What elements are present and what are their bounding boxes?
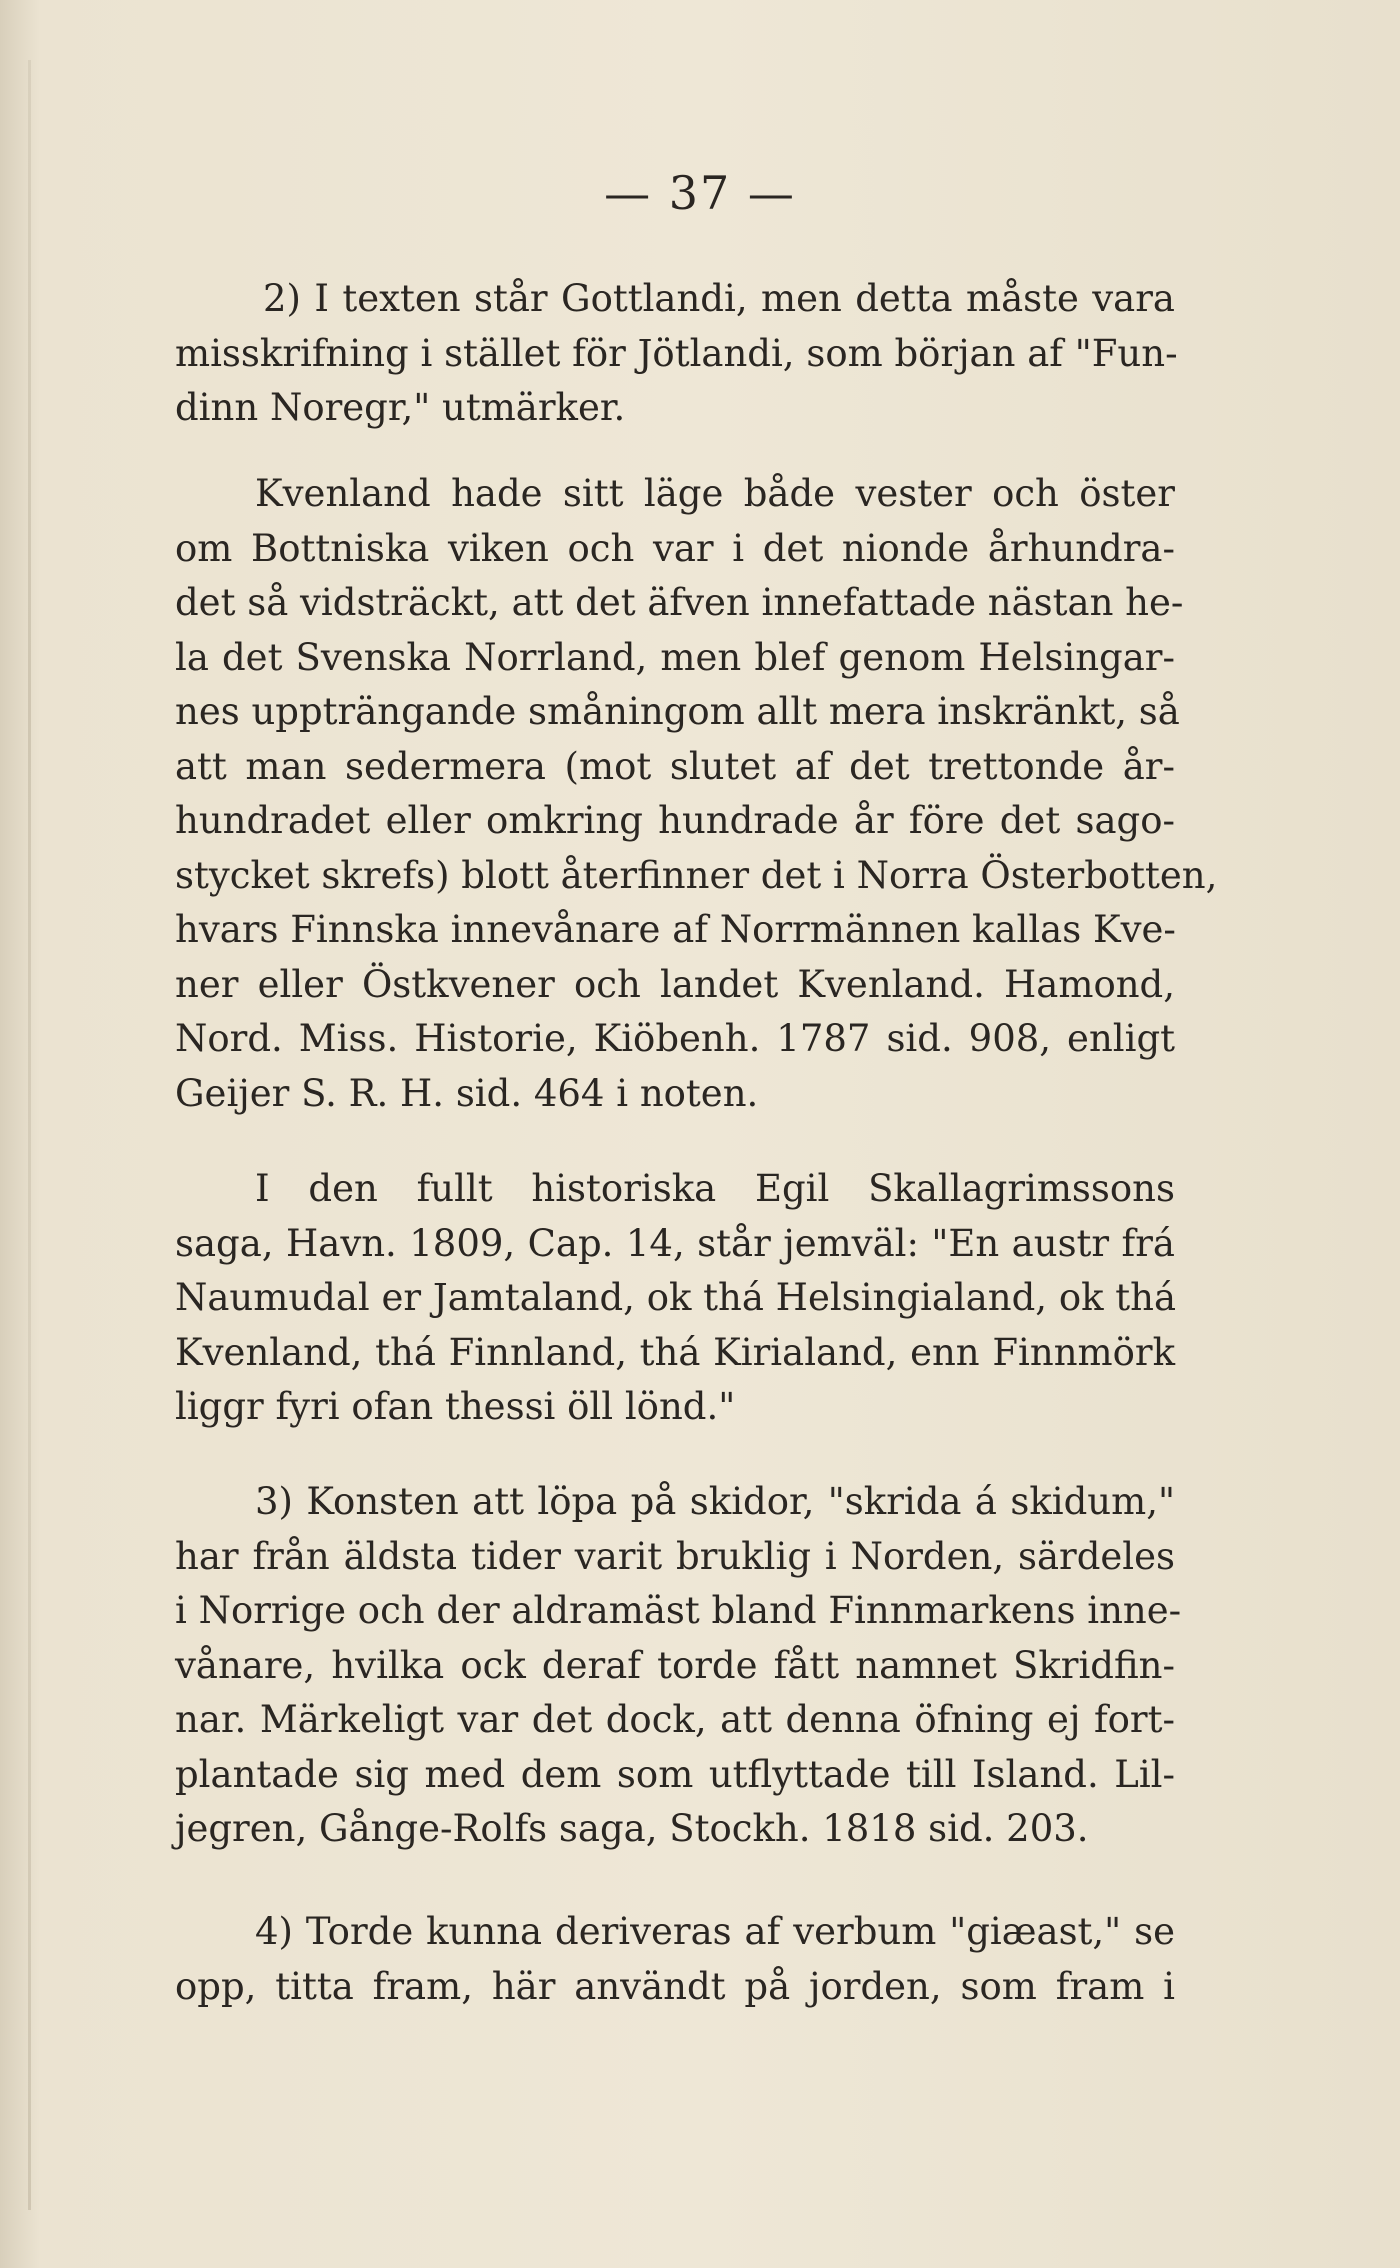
text-line: nes uppträngande småningom allt mera inskränkt, så [175, 690, 1180, 733]
text-line: jegren, Gånge-Rolfs saga, Stockh. 1818 sid. 203. [175, 1807, 1089, 1850]
text-line: hvars Finnska innevånare af Norrmännen kallas Kve- [175, 908, 1176, 951]
text-line: la det Svenska Norrland, men blef genom Helsingar- [175, 635, 1175, 679]
text-line: ner eller Östkvener och landet Kvenland. Hamond, [175, 962, 1175, 1006]
text-line: stycket skrefs) blott återfinner det i Norra Österbotten, [175, 853, 1218, 897]
text-line: saga, Havn. 1809, Cap. 14, står jemväl: "En austr frá [175, 1221, 1175, 1265]
note-3 [175, 1475, 1182, 1857]
text-line: Geijer S. R. H. sid. 464 i noten. [175, 1071, 759, 1115]
page-number: — 37 — [604, 166, 796, 220]
text-line: Nord. Miss. Historie, Kiöbenh. 1787 sid. 908, enligt [175, 1017, 1175, 1060]
text-line: opp, titta fram, här användt på jorden, som fram i [175, 1964, 1175, 2008]
page-gutter [28, 60, 31, 2210]
text-line: hundradet eller omkring hundrade år före det sago- [175, 799, 1175, 842]
text-line: det så vidsträckt, att det äfven innefattade nästan he- [175, 581, 1184, 624]
text-line: nar. Märkeligt var det dock, att denna öfning ej fort- [175, 1698, 1175, 1741]
text-line: 2) I texten står Gottlandi, men detta måste vara [263, 277, 1175, 320]
text-line: vånare, hvilka ock deraf torde fått namnet Skridfin- [175, 1643, 1175, 1687]
text-line: om Bottniska viken och var i det nionde århundra- [175, 526, 1175, 570]
text-line: i Norrige och der aldramäst bland Finnmarkens inne- [175, 1589, 1182, 1632]
text-line: Kvenland, thá Finnland, thá Kirialand, enn Finnmörk [175, 1330, 1175, 1374]
note-4 [175, 1905, 1175, 2014]
text-line: liggr fyri ofan thessi öll lönd." [175, 1385, 736, 1428]
text-line: Kvenland hade sitt läge både vester och öster [255, 472, 1175, 515]
text-line: I den fullt historiska Egil Skallagrimssons [255, 1167, 1175, 1210]
text-line: att man sedermera (mot slutet af det trettonde år- [175, 744, 1175, 788]
kvenland-paragraph [175, 467, 1218, 1121]
text-line: 4) Torde kunna deriveras af verbum "giæast," se [255, 1910, 1175, 1953]
note-2 [175, 272, 1178, 436]
text-line: plantade sig med dem som utflyttade till Island. Lil- [175, 1752, 1175, 1796]
text-line: dinn Noregr," utmärker. [175, 386, 626, 429]
text-line: har från äldsta tider varit bruklig i Norden, särdeles [175, 1534, 1175, 1578]
text-line: misskrifning i stället för Jötlandi, som början af "Fun- [175, 331, 1178, 375]
text-line: 3) Konsten att löpa på skidor, "skrida á skidum," [255, 1480, 1175, 1523]
egil-paragraph [175, 1162, 1175, 1435]
text-line: Naumudal er Jamtaland, ok thá Helsingialand, ok thá [175, 1276, 1177, 1319]
